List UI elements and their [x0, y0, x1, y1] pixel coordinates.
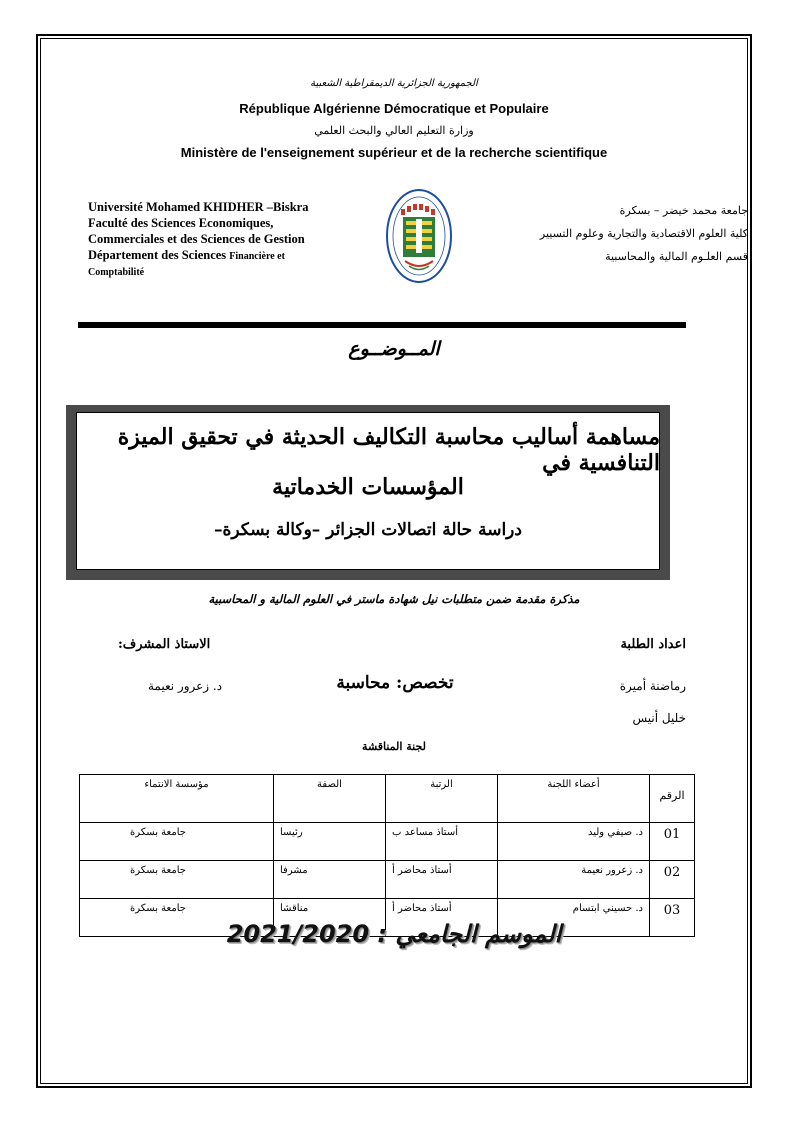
row-num: 01 [650, 823, 695, 861]
row-institution: جامعة بسكرة [80, 823, 274, 861]
row-member: د. حسيني ابتسام [498, 899, 650, 937]
row-institution: جامعة بسكرة [80, 899, 274, 937]
jury-table [79, 774, 695, 937]
university-fr-line4-small: Financière et [229, 251, 285, 262]
thesis-subtitle: دراسة حالة اتصالات الجزائر –وكالة بسكرة– [214, 520, 522, 540]
table-row [80, 823, 695, 861]
row-rank: أستاذ مساعد ب [386, 823, 498, 861]
university-ar-line3: قسم العلـوم المالية والمحاسبية [605, 250, 748, 263]
university-fr-line3: Commerciales et des Sciences de Gestion [88, 232, 305, 246]
university-logo-icon [385, 187, 453, 285]
university-fr-line2: Faculté des Sciences Economiques, [88, 216, 274, 230]
divider-rule [78, 322, 686, 328]
row-role: رئيسا [274, 823, 386, 861]
header-members: أعضاء اللجنة [498, 775, 650, 823]
row-rank: أستاذ محاضر أ [386, 899, 498, 937]
university-french-block [88, 199, 358, 281]
table-header-row [80, 775, 695, 823]
university-ar-line2: كلية العلوم الاقتصادية والتجارية وعلوم التسيير [539, 227, 748, 240]
committee-label: لجنة المناقشة [362, 740, 426, 753]
supervisor-label: الاستاذ المشرف: [118, 637, 211, 652]
students-label: اعداد الطلبة [620, 637, 686, 652]
header-rank: الرتبة [386, 775, 498, 823]
memo-statement: مذكرة مقدمة ضمن متطلبات نيل شهادة ماستر في العلوم المالية و المحاسبية [208, 592, 580, 606]
ministry-french: Ministère de l'enseignement supérieur et de la recherche scientifique [180, 145, 608, 160]
header-role: الصفة [274, 775, 386, 823]
row-num: 02 [650, 861, 695, 899]
academic-season: الموسم الجامعي : 2021/2020 [226, 920, 562, 948]
row-member: د. زعرور نعيمة [498, 861, 650, 899]
supervisor-name: د. زعرور نعيمة [148, 679, 223, 693]
university-arabic-block [508, 199, 748, 268]
student-name: رماضنة أميرة [619, 679, 686, 693]
row-member: د. صيفي وليد [498, 823, 650, 861]
row-rank: أستاذ محاضر أ [386, 861, 498, 899]
republic-french: République Algérienne Démocratique et Populaire [239, 101, 549, 116]
republic-arabic: الجمهورية الجزائرية الديمقراطية الشعبية [310, 78, 478, 89]
student-name: خليل أنيس [632, 711, 686, 725]
subject-label: المــوضــوع [348, 338, 440, 360]
university-fr-line1: Université Mohamed KHIDHER –Biskra [88, 200, 309, 214]
row-role: مشرفا [274, 861, 386, 899]
university-fr-line5: Comptabilité [88, 267, 145, 278]
university-fr-line4-main: Département des Sciences [88, 248, 230, 262]
row-institution: جامعة بسكرة [80, 861, 274, 899]
header-institution: مؤسسة الانتماء [80, 775, 274, 823]
row-role: مناقشا [274, 899, 386, 937]
table-row [80, 861, 695, 899]
thesis-title-line2: المؤسسات الخدماتية [272, 474, 464, 500]
header-num: الرقم [650, 775, 695, 823]
university-fr-line4 [88, 247, 358, 265]
ministry-arabic: وزارة التعليم العالي والبحث العلمي [314, 124, 474, 137]
university-ar-line1: جامعة محمد خيضر – بسكرة [619, 204, 748, 217]
row-num: 03 [650, 899, 695, 937]
specialty: تخصص: محاسبة [336, 673, 454, 693]
thesis-title-line1: مساهمة أساليب محاسبة التكاليف الحديثة في تحقيق الميزة التنافسية في [117, 424, 660, 476]
